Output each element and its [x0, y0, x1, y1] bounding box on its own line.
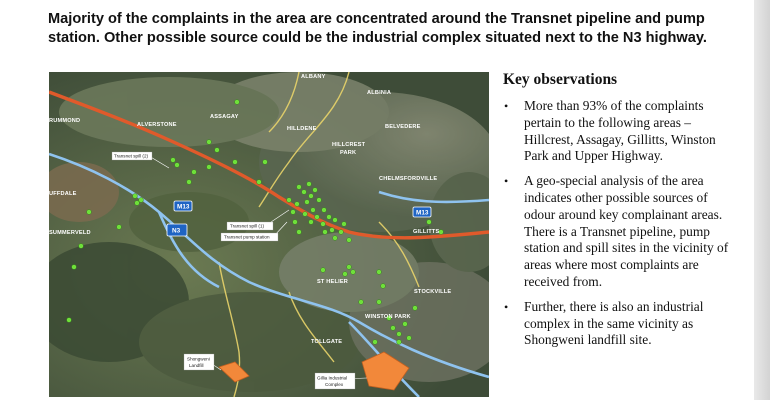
bullet-icon: • — [504, 174, 509, 189]
observations-list — [503, 98, 731, 349]
observation-text: More than 93% of the complaints pertain to the following areas – Hillcrest, Assagay, Gillitts, Winston Park and Upper Highway. — [524, 98, 716, 164]
complaint-marker — [351, 270, 356, 275]
complaint-marker — [373, 340, 378, 345]
complaint-marker — [322, 208, 327, 213]
complaint-marker — [397, 332, 402, 337]
complaint-marker — [192, 170, 197, 175]
complaint-marker — [359, 300, 364, 305]
page-edge-shadow — [754, 0, 770, 400]
place-label: ALVERSTONE — [137, 122, 177, 128]
callout-gillia-industrial-complex — [315, 373, 355, 389]
complaint-marker — [67, 318, 72, 323]
callout-transnet-spill-2 — [112, 152, 152, 160]
complaint-marker — [72, 265, 77, 270]
complaint-marker — [343, 272, 348, 277]
complaint-marker — [321, 222, 326, 227]
complaint-marker — [87, 210, 92, 215]
complaint-marker — [333, 218, 338, 223]
svg-text:Landfill: Landfill — [189, 363, 204, 368]
place-label: ASSAGAY — [210, 114, 239, 120]
complaint-marker — [233, 160, 238, 165]
complaint-marker — [79, 244, 84, 249]
complaint-marker — [323, 230, 328, 235]
place-label: SUMMERVELD — [49, 230, 91, 236]
complaint-marker — [309, 220, 314, 225]
complaint-marker — [139, 198, 144, 203]
complaint-marker — [287, 198, 292, 203]
svg-text:Transnet spill (1): Transnet spill (1) — [230, 223, 265, 229]
place-label: CHELMSFORDVILLE — [379, 176, 438, 182]
complaint-marker — [342, 222, 347, 227]
svg-text:Shongweni: Shongweni — [187, 356, 210, 362]
complaint-marker — [302, 190, 307, 195]
m13-shield-west — [174, 201, 192, 211]
complaint-marker — [291, 210, 296, 215]
svg-text:Transnet spill (2): Transnet spill (2) — [114, 153, 149, 159]
complaint-marker — [347, 265, 352, 270]
complaint-marker — [315, 215, 320, 220]
svg-text:M13: M13 — [416, 209, 429, 217]
place-label: RUMMOND — [49, 118, 81, 124]
complaint-marker — [207, 165, 212, 170]
place-label: STOCKVILLE — [414, 289, 452, 295]
complaint-marker — [295, 202, 300, 207]
svg-text:Complex: Complex — [325, 382, 344, 387]
complaint-marker — [377, 300, 382, 305]
place-label: ALBANY — [301, 74, 326, 80]
complaint-marker — [135, 201, 140, 206]
complaint-marker — [171, 158, 176, 163]
place-label: UFFDALE — [49, 191, 77, 197]
complaint-marker — [330, 228, 335, 233]
complaint-marker — [317, 198, 322, 203]
place-label: HILLCREST — [332, 142, 366, 148]
observations-title: Key observations — [503, 71, 618, 88]
complaint-marker — [215, 148, 220, 153]
complaint-marker — [187, 180, 192, 185]
svg-text:Transnet pump station: Transnet pump station — [224, 234, 270, 240]
place-label: BELVEDERE — [385, 124, 421, 130]
complaint-marker — [313, 188, 318, 193]
complaint-marker — [133, 194, 138, 199]
place-label: ST HELIER — [317, 279, 349, 285]
complaint-marker — [297, 230, 302, 235]
complaint-marker — [207, 140, 212, 145]
complaint-marker — [347, 238, 352, 243]
place-label: TOLLGATE — [311, 339, 343, 345]
place-label: WINSTON PARK — [365, 314, 411, 320]
place-label: HILLDENE — [287, 126, 317, 132]
place-label: GILLITTS — [413, 229, 440, 235]
svg-text:Gillia Industrial: Gillia Industrial — [317, 375, 348, 381]
complaint-marker — [427, 220, 432, 225]
m13-shield-east — [413, 207, 431, 217]
complaint-marker — [403, 322, 408, 327]
complaint-marker — [257, 180, 262, 185]
complaint-marker — [175, 163, 180, 168]
callout-transnet-pump-station — [221, 233, 278, 241]
complaint-marker — [391, 326, 396, 331]
n3-shield — [167, 224, 187, 236]
callout-transnet-spill-1 — [227, 222, 273, 230]
complaint-marker — [263, 160, 268, 165]
place-label: ALBINIA — [367, 90, 392, 96]
complaint-marker — [413, 306, 418, 311]
observation-text: A geo-special analysis of the area indicates other possible sources of odour around key complainant areas. There is a Transnet pipeline, pump station and spill sites in the vicinity of areas where most complaints are received from. — [524, 173, 729, 289]
complaint-marker — [307, 182, 312, 187]
observation-item — [503, 173, 731, 291]
complaint-marker — [311, 208, 316, 213]
complaint-marker — [339, 230, 344, 235]
complaint-marker — [305, 200, 310, 205]
observation-item — [503, 98, 731, 165]
svg-text:N3: N3 — [172, 227, 181, 235]
bullet-icon: • — [504, 99, 509, 113]
key-observations-panel — [503, 70, 731, 357]
complaint-marker — [381, 284, 386, 289]
complaint-marker — [407, 336, 412, 341]
complaint-marker — [397, 340, 402, 345]
complaint-marker — [117, 225, 122, 230]
complaint-marker — [297, 185, 302, 190]
complaint-marker — [293, 220, 298, 225]
svg-text:M13: M13 — [177, 203, 190, 211]
complaint-marker — [327, 215, 332, 220]
slide-headline: Majority of the complaints in the area are concentrated around the Transnet pipeline and pump station. Other possible source could be the industrial complex situated next to the N3 highway. — [48, 11, 707, 46]
satellite-map — [49, 72, 489, 397]
observation-item — [503, 299, 731, 349]
complaint-marker — [303, 212, 308, 217]
callout-shongweni-landfill — [184, 354, 214, 370]
complaint-marker — [321, 268, 326, 273]
complaint-marker — [333, 236, 338, 241]
complaints-map — [49, 72, 489, 397]
complaint-marker — [309, 194, 314, 199]
complaint-marker — [377, 270, 382, 275]
complaint-marker — [235, 100, 240, 105]
observation-text: Further, there is also an industrial complex in the same vicinity as Shongweni landfill site. — [524, 298, 704, 348]
bullet-icon: • — [504, 299, 509, 314]
place-label: PARK — [340, 150, 357, 156]
